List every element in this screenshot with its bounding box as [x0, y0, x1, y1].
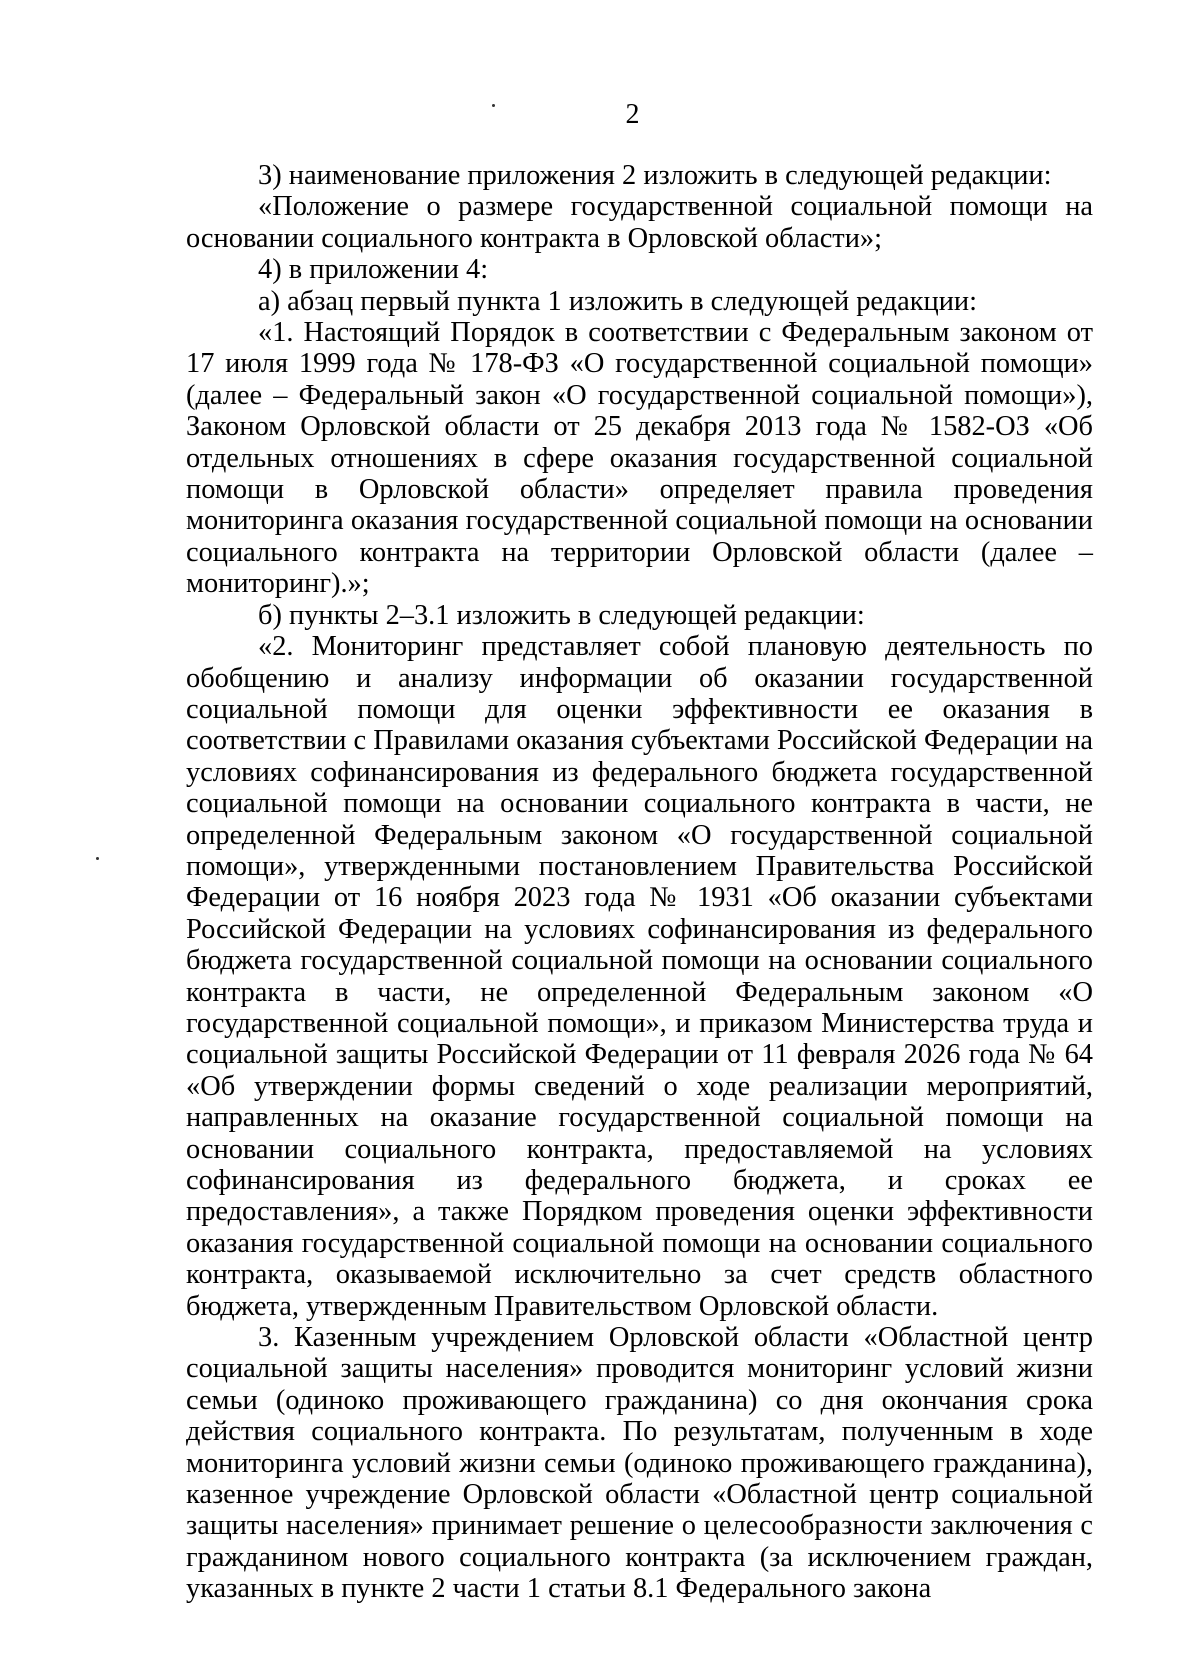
page-number: 2 [625, 99, 640, 130]
paragraph-clause-2: «2. Мониторинг представляет собой плановую деятельность по обобщению и анализу информации об оказании государственной социальной помощи для оценки эффективности ее оказания в соответствии с Правилами оказания субъектами Российской Федерации на условиях софинансирования из федерального бюджета государственной социальной помощи на основании социального контракта в части, не определенной Федеральным законом «О государственной социальной помощи», утвержденными постановлением Правительства Российской Федерации от 16 ноября 2023 года № 1931 «Об оказании субъектами Российской Федерации на условиях софинансирования из федерального бюджета государственной социальной помощи на основании социального контракта в части, не определенной Федеральным законом «О государственной социальной помощи», и приказом Министерства труда и социальной защиты Российской Федерации от 11 февраля 2026 года № 64 «Об утверждении формы сведений о ходе реализации мероприятий, направленных на оказание государственной социальной помощи на основании социального контракта, предоставляемой на условиях софинансирования из федерального бюджета, и сроках ее предоставления», а также Порядком проведения оценки эффективности оказания государственной социальной помощи на основании социального контракта, оказываемой исключительно за счет средств областного бюджета, утвержденным Правительством Орловской области. [186, 631, 1093, 1322]
paragraph-clause-1: «1. Настоящий Порядок в соответствии с Федеральным законом от 17 июля 1999 года № 178-ФЗ «О государственной социальной помощи» (далее – Федеральный закон «О государственной социальной помощи»), Законом Орловской области от 25 декабря 2013 года № 1582-ОЗ «Об отдельных отношениях в сфере оказания государственной социальной помощи в Орловской области» определяет правила проведения мониторинга оказания государственной социальной помощи на основании социального контракта на территории Орловской области (далее – мониторинг).»; [186, 317, 1093, 600]
paragraph-item-4: 4) в приложении 4: [258, 254, 489, 286]
paragraph-item-3: 3) наименование приложения 2 изложить в следующей редакции: [258, 160, 1052, 191]
paragraph-subitem-b: б) пункты 2–3.1 изложить в следующей редакции: [258, 599, 865, 631]
scan-speck [96, 857, 99, 860]
paragraph-clause-3: 3. Казенным учреждением Орловской области «Областной центр социальной защиты населения» проводится мониторинг условий жизни семьи (одиноко проживающего гражданина) со дня окончания срока действия социального контракта. По результатам, полученным в ходе мониторинга условий жизни семьи (одиноко проживающего гражданина), казенное учреждение Орловской области «Областной центр социальной защиты населения» принимает решение о целесообразности заключения с гражданином нового социального контракта (за исключением граждан, указанных в пункте 2 части 1 статьи 8.1 Федерального закона [186, 1322, 1093, 1605]
scan-speck [492, 104, 495, 107]
document-body [186, 160, 1093, 1605]
paragraph-appendix-2-title: «Положение о размере государственной социальной помощи на основании социального контракта в Орловской области»; [186, 191, 1093, 254]
paragraph-subitem-a: а) абзац первый пункта 1 изложить в следующей редакции: [258, 285, 977, 317]
